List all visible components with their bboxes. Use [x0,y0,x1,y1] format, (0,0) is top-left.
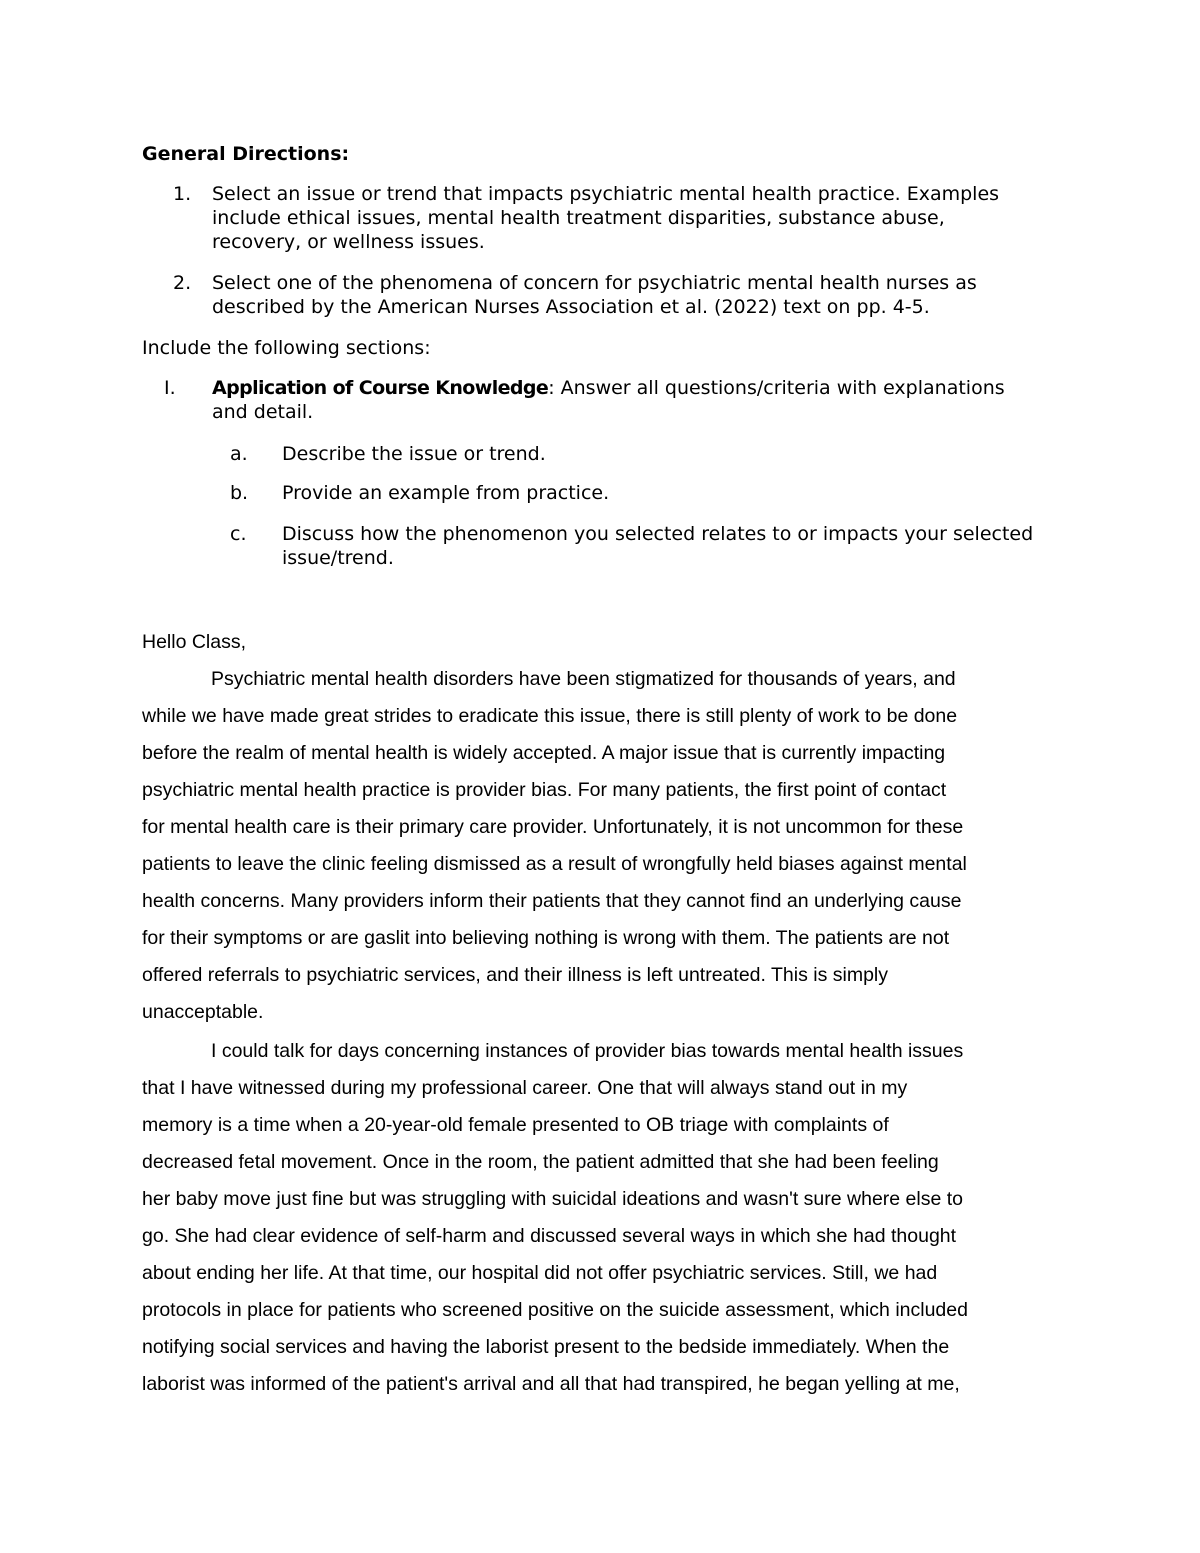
paragraph-line: patients to leave the clinic feeling dismissed as a result of wrongfully held biases against mental [142,853,967,875]
paragraph-line: that I have witnessed during my professional career. One that will always stand out in my [142,1077,908,1099]
paragraph-line: before the realm of mental health is widely accepted. A major issue that is currently impacting [142,742,946,764]
paragraph-line: for their symptoms or are gaslit into believing nothing is wrong with them. The patients are not [142,927,950,949]
direction-item-1-line: Select an issue or trend that impacts psychiatric mental health practice. Examples [212,183,1000,205]
direction-item-1-line: recovery, or wellness issues. [212,231,485,253]
paragraph-line: health concerns. Many providers inform their patients that they cannot find an underlying cause [142,890,962,912]
paragraph-line: unacceptable. [142,1001,264,1023]
paragraph-line: I could talk for days concerning instances of provider bias towards mental health issues [211,1040,964,1062]
paragraph-line: memory is a time when a 20-year-old female presented to OB triage with complaints of [142,1114,889,1136]
directions-heading: General Directions: [142,143,350,165]
paragraph-line: Psychiatric mental health disorders have been stigmatized for thousands of years, and [211,668,956,690]
subitem-a-letter: a. [230,443,248,465]
paragraph-line: her baby move just fine but was struggling with suicidal ideations and wasn't sure where else to [142,1188,963,1210]
subitem-b-text [282,481,1072,505]
section-text [212,376,1062,424]
paragraph-line: offered referrals to psychiatric services, and their illness is left untreated. This is simply [142,964,888,986]
direction-item-1-line: include ethical issues, mental health treatment disparities, substance abuse, [212,207,945,229]
paragraph-line: for mental health care is their primary care provider. Unfortunately, it is not uncommon for these [142,816,964,838]
subitem-a-text [282,442,1072,466]
paragraph-line: protocols in place for patients who screened positive on the suicide assessment, which included [142,1299,968,1321]
paragraph-line: psychiatric mental health practice is provider bias. For many patients, the first point of contact [142,779,947,801]
subitem-c-letter: c. [230,523,247,545]
section-rest-1: : Answer all questions/criteria with explanations [548,377,1005,399]
include-sections-label: Include the following sections: [142,337,431,359]
subitem-c-text [282,522,1072,570]
direction-item-2-line: described by the American Nurses Association et al. (2022) text on pp. 4-5. [212,296,930,318]
paragraph-line: about ending her life. At that time, our hospital did not offer psychiatric services. Still, we had [142,1262,938,1284]
subitem-c-line: issue/trend. [282,547,394,569]
section-bold-label: Application of Course Knowledge [212,377,549,399]
subitem-b-letter: b. [230,482,249,504]
post-greeting: Hello Class, [142,631,247,653]
paragraph-line: decreased fetal movement. Once in the room, the patient admitted that she had been feeling [142,1151,939,1173]
paragraph-line: while we have made great strides to eradicate this issue, there is still plenty of work to be done [142,705,958,727]
direction-item-2-text [212,271,1062,319]
section-numeral: I. [164,377,176,399]
direction-item-1-text [212,182,1062,254]
subitem-b-line: Provide an example from practice. [282,482,610,504]
paragraph-line: notifying social services and having the laborist present to the bedside immediately. When the [142,1336,950,1358]
paragraph-line: laborist was informed of the patient's arrival and all that had transpired, he began yelling at me, [142,1373,960,1395]
subitem-c-line: Discuss how the phenomenon you selected relates to or impacts your selected [282,523,1034,545]
direction-item-2-number: 2. [173,272,192,294]
section-line-2: and detail. [212,401,314,423]
direction-item-2-line: Select one of the phenomena of concern for psychiatric mental health nurses as [212,272,977,294]
direction-item-1-number: 1. [173,183,192,205]
section-line-1 [212,376,1062,400]
paragraph-line: go. She had clear evidence of self-harm and discussed several ways in which she had thought [142,1225,957,1247]
subitem-a-line: Describe the issue or trend. [282,443,546,465]
